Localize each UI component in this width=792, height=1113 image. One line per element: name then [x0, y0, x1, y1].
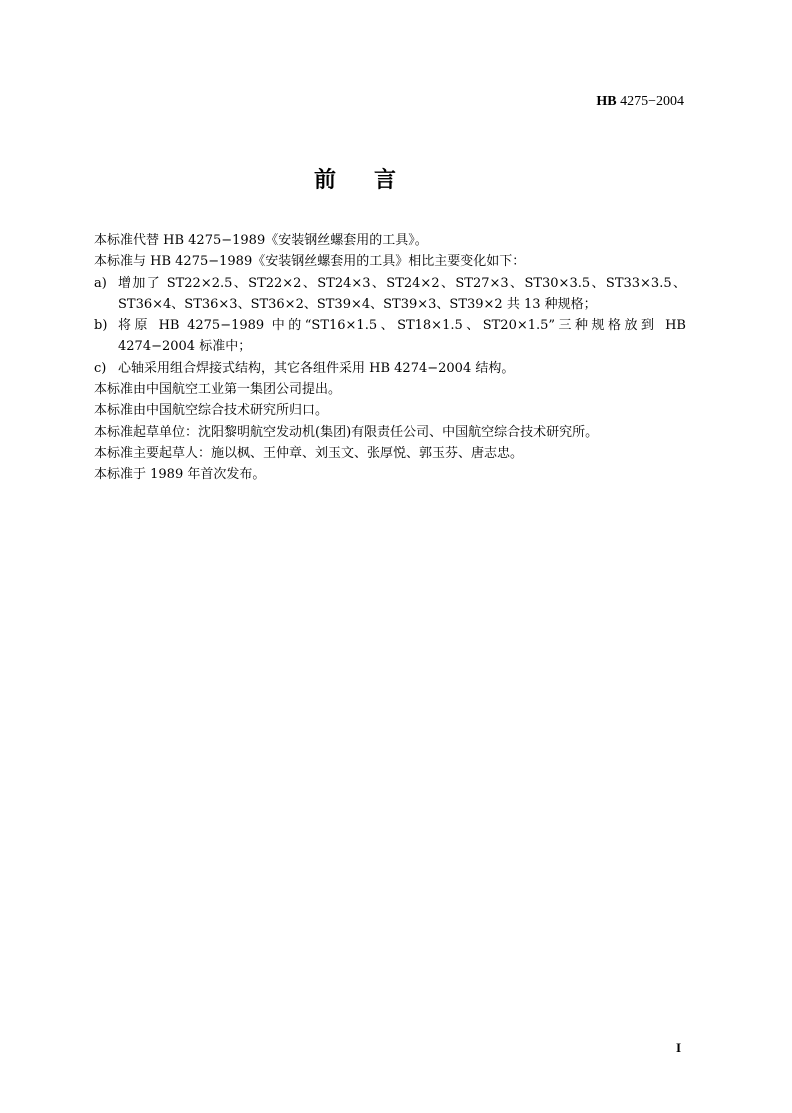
foreword-body — [94, 230, 686, 486]
change-item-text: 增加了 ST22×2.5、ST22×2、ST24×3、ST24×2、ST27×3、ST30×3.5、ST33×3.5、ST36×4、ST36×3、ST36×2、ST39×4、ST39×3、ST39×2 共 13 种规格； — [118, 275, 686, 312]
page-title: 前言 — [313, 168, 434, 193]
change-item-marker: a) — [94, 275, 107, 291]
change-item-b — [94, 315, 686, 358]
centralizer-statement: 本标准由中国航空综合技术研究所归口。 — [94, 403, 329, 419]
first-issue-statement: 本标准于 1989 年首次发布。 — [94, 467, 266, 483]
change-item-text: 将原 HB 4275−1989 中的“ST16×1.5、ST18×1.5、ST20×1.5”三种规格放到 HB 4274−2004 标准中； — [118, 318, 686, 355]
standard-code-header — [596, 94, 684, 110]
change-item-a — [94, 273, 686, 316]
replacement-statement: 本标准代替 HB 4275−1989《安装钢丝螺套用的工具》。 — [94, 233, 428, 248]
changes-intro: 本标准与 HB 4275−1989《安装钢丝螺套用的工具》相比主要变化如下： — [94, 254, 526, 270]
standard-prefix: HB — [596, 94, 617, 109]
page-number: I — [676, 1040, 682, 1055]
drafting-units-statement: 本标准起草单位：沈阳黎明航空发动机(集团)有限责任公司、中国航空综合技术研究所。 — [94, 424, 599, 440]
change-item-c — [94, 358, 686, 379]
change-item-marker: b) — [94, 318, 108, 334]
proposer-statement: 本标准由中国航空工业第一集团公司提出。 — [94, 382, 342, 398]
change-item-text: 心轴采用组合焊接式结构，其它各组件采用 HB 4274−2004 结构。 — [118, 360, 515, 376]
drafters-statement: 本标准主要起草人：施以枫、王仲章、刘玉文、张厚悦、郭玉芬、唐志忠。 — [94, 445, 524, 461]
standard-number: 4275−2004 — [620, 94, 684, 109]
change-item-marker: c) — [94, 360, 107, 376]
